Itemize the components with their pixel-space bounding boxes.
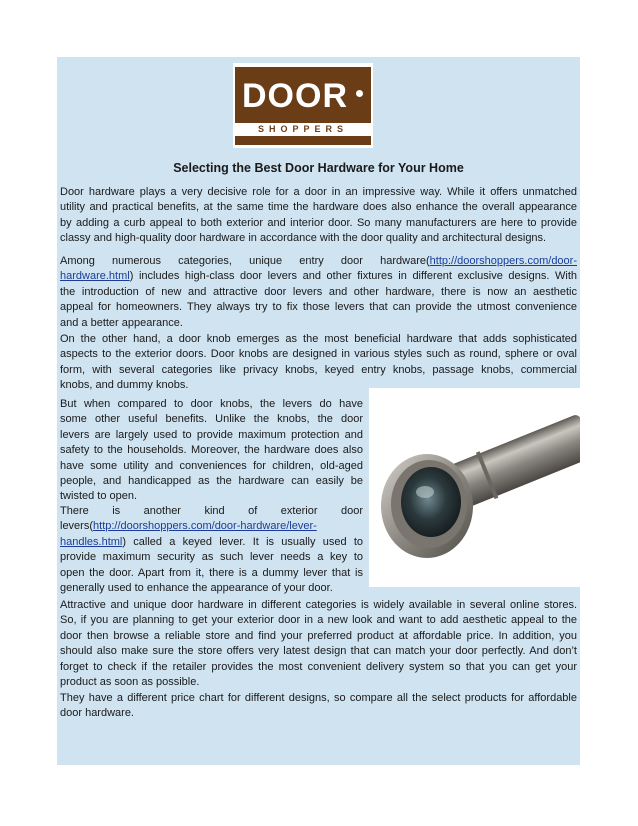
text-line: appeal for homeowners. They always try to fix those levers that can provide the utmost convenience — [60, 301, 577, 314]
paragraph-levers-benefits — [60, 397, 363, 505]
text-line: aspects to the exterior doors. Door knobs are designed in various styles such as round, sphere or oval — [60, 348, 577, 361]
text-line: But when compared to door knobs, the levers do have — [60, 398, 363, 410]
text-line: generally used to enhance the appearance of your door. — [60, 582, 333, 595]
text-line: door hardware. — [60, 707, 134, 720]
text-line: have some utility and conveniences for children, old-aged — [60, 459, 363, 472]
text-line: levers( — [60, 520, 94, 533]
door-shoppers-logo — [233, 63, 373, 148]
paragraph-price-chart — [60, 691, 577, 722]
lever-handles-link[interactable]: http://doorshoppers.com/door-hardware/lever- — [93, 520, 317, 533]
paragraph-knobs — [60, 332, 577, 394]
text-line: some other useful benefits. Unlike the knobs, the door — [60, 413, 363, 426]
text-line: Among numerous categories, unique entry door hardware( — [60, 255, 430, 267]
peephole-icon — [369, 388, 580, 587]
text-line: by adding a curb appeal to both exterior and interior door. So many manufacturers are here to provide — [60, 216, 577, 229]
door-viewer-peephole-photo — [369, 388, 580, 587]
paragraph-levers — [60, 254, 577, 331]
text-line: Attractive and unique door hardware in different categories is widely available in several online stores. — [60, 599, 577, 611]
door-knob-icon — [356, 90, 363, 97]
text-line: product as soon as possible. — [60, 676, 200, 689]
text-line: They have a different price chart for different designs, so compare all the select products for affordable — [60, 692, 577, 704]
text-line: There is another kind of exterior door — [60, 505, 363, 517]
logo-subtitle: SHOPPERS — [257, 124, 348, 134]
text-line: the introduction of new and attractive door levers and other hardware, there is now an aesthetic — [60, 285, 577, 298]
paragraph-intro — [60, 185, 577, 247]
text-line: should also make sure the store offers very latest design that can match your door perfectly. And don’t — [60, 645, 577, 658]
door-hardware-link-continued[interactable]: hardware.html — [60, 270, 130, 283]
text-line: So, if you are planning to get your exterior door in a new look and want to add aesthetic appeal to the — [60, 614, 577, 627]
document-page — [57, 57, 580, 765]
door-hardware-link[interactable]: http://doorshoppers.com/door- — [429, 255, 577, 267]
text-line: levers are largely used to provide maximum protection and — [60, 428, 363, 441]
text-line: twisted to open. — [60, 490, 138, 503]
page-title: Selecting the Best Door Hardware for Your Home — [173, 161, 464, 175]
text-line: provide maximum security as such lever needs a key to — [60, 551, 363, 564]
paragraph-online-stores — [60, 598, 577, 690]
text-line: forget to check if the retailer provides the most convenient delivery system so that you can get your — [60, 660, 577, 673]
text-line: safety to the households. Moreover, the hardware does also — [60, 444, 363, 457]
text-line: people, and handicapped as the hardware can easily be — [60, 475, 363, 488]
text-line: form, with several categories like privacy knobs, keyed entry knobs, passage knobs, commercial — [60, 363, 577, 376]
lever-handles-link-continued[interactable]: handles.html — [60, 535, 123, 548]
text-line: ) called a keyed lever. It is usually used to — [122, 535, 363, 548]
text-line: and a better appearance. — [60, 316, 183, 329]
text-line: open the door. Apart from it, there is a dummy lever that is — [60, 566, 363, 579]
paragraph-keyed-lever — [60, 504, 363, 596]
text-line: Door hardware plays a very decisive role for a door in an impressive way. While it offers unmatched — [60, 186, 577, 198]
text-line: door then browse a reliable store and find your preferred product at affordable price. In addition, you — [60, 629, 577, 642]
logo-wordmark: DOOR — [242, 77, 348, 115]
text-line: On the other hand, a door knob emerges as the most beneficial hardware that adds sophisticated — [60, 333, 577, 345]
text-line: ) includes high-class door levers and other fixtures in different exclusive designs. With — [129, 270, 577, 283]
text-line: knobs, and dummy knobs. — [60, 379, 189, 392]
text-line: utility and practical benefits, at the same time the hardware does also enhance the overall appearance — [60, 201, 577, 214]
text-line: classy and high-quality door hardware in accordance with the door quality and architectural designs. — [60, 232, 547, 245]
